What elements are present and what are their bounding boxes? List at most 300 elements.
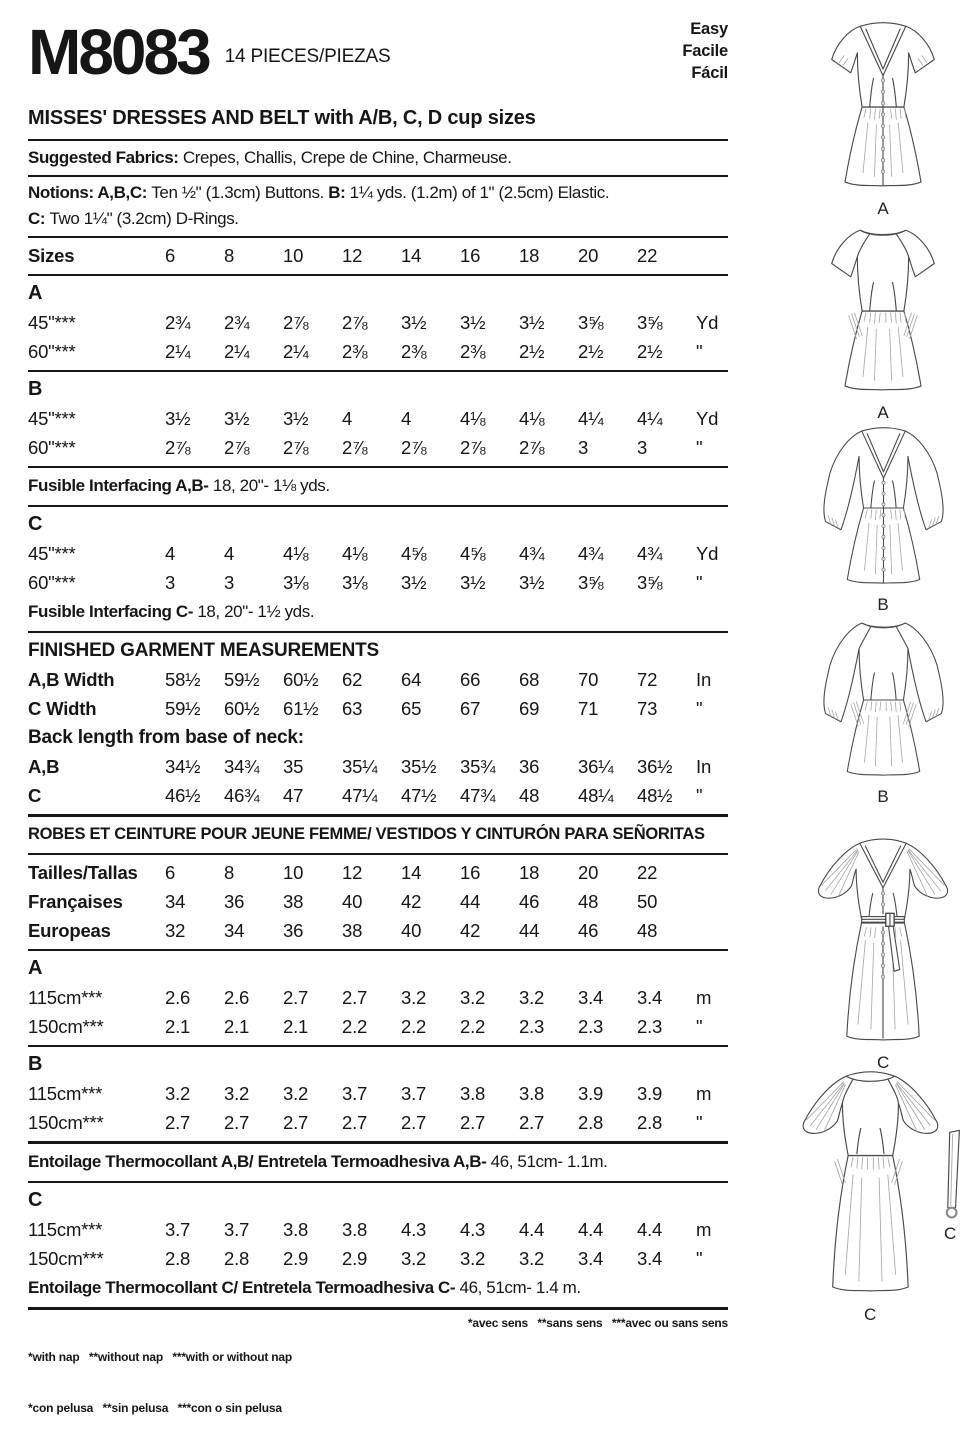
- cell-value: 70: [578, 669, 599, 690]
- unit-label: ": [696, 1248, 703, 1269]
- row-label: 45"***: [28, 543, 76, 564]
- cell-value: 46: [578, 920, 599, 941]
- cell-value: 4.4: [578, 1219, 604, 1240]
- table-heading: FINISHED GARMENT MEASUREMENTS: [28, 640, 379, 661]
- cell-value: 3.9: [637, 1083, 663, 1104]
- cell-value: 44: [460, 891, 481, 912]
- cell-value: 18: [519, 862, 540, 883]
- figure-label: B: [877, 787, 889, 806]
- cell-value: 58½: [165, 669, 201, 690]
- cell-value: 4⅛: [519, 408, 545, 429]
- belt-label: C: [943, 1224, 957, 1243]
- cell-value: 38: [342, 920, 363, 941]
- row-label: 150cm***: [28, 1112, 104, 1133]
- cell-value: 8: [224, 245, 235, 266]
- footnote-french: *avec sens **sans sens ***avec ou sans sens: [467, 1315, 728, 1330]
- suggested-fabrics-label: Suggested Fabrics:: [28, 148, 183, 167]
- cell-value: 22: [637, 862, 658, 883]
- suggested-fabrics-text: Crepes, Challis, Crepe de Chine, Charmeuse.: [182, 148, 512, 167]
- cell-value: 16: [460, 862, 481, 883]
- cell-value: 60½: [283, 669, 319, 690]
- divider: [28, 139, 728, 141]
- cell-value: 50: [637, 891, 658, 912]
- dress-a-front-illustration: [807, 16, 959, 198]
- cell-value: 2¼: [165, 341, 191, 362]
- dress-b-back-illustration: [806, 614, 961, 786]
- cell-value: 2.8: [165, 1248, 191, 1269]
- dress-b-front-illustration: [806, 422, 961, 594]
- row-label: C Width: [28, 698, 97, 719]
- divider: [28, 505, 728, 507]
- figure-dress-a-back: [792, 220, 974, 422]
- cell-value: 34¾: [224, 756, 260, 777]
- cell-value: 2⅞: [342, 437, 368, 458]
- cell-value: 35¼: [342, 756, 378, 777]
- table-heading: ROBES ET CEINTURE POUR JEUNE FEMME/ VESTIDOS Y CINTURÓN PARA SEÑORITAS: [28, 825, 705, 843]
- figure-dress-b-front: [792, 422, 974, 614]
- cell-value: 2.3: [519, 1016, 545, 1037]
- pattern-title: MISSES' DRESSES AND BELT with A/B, C, D cup sizes: [28, 107, 536, 129]
- figure-label: A: [877, 199, 889, 218]
- cell-value: 35½: [401, 756, 437, 777]
- row-label: 60"***: [28, 437, 76, 458]
- difficulty-en: Easy: [690, 20, 728, 38]
- cell-value: 4⅝: [460, 543, 486, 564]
- cell-value: 2⅞: [224, 437, 250, 458]
- cell-value: 12: [342, 245, 363, 266]
- table-row: [28, 308, 728, 337]
- cell-value: 2.9: [342, 1248, 368, 1269]
- cell-value: 20: [578, 245, 599, 266]
- row-label: A,B: [28, 756, 60, 777]
- view-section-label: A: [28, 282, 43, 304]
- cell-value: 42: [401, 891, 422, 912]
- unit-label: ": [696, 437, 703, 458]
- cell-value: 4¾: [637, 543, 663, 564]
- cell-value: 4¾: [519, 543, 545, 564]
- unit-label: m: [696, 1083, 712, 1104]
- cell-value: 2½: [578, 341, 604, 362]
- cell-value: 4.4: [519, 1219, 545, 1240]
- unit-label: ": [696, 341, 703, 362]
- footnotes-left: [28, 1315, 292, 1451]
- cell-value: 2.7: [165, 1112, 191, 1133]
- cell-value: 35¾: [460, 756, 496, 777]
- divider: [28, 175, 728, 177]
- row-label: 45"***: [28, 408, 76, 429]
- footnotes: [28, 1315, 728, 1451]
- row-label: 60"***: [28, 341, 76, 362]
- cell-value: 3.8: [283, 1219, 309, 1240]
- cell-value: 16: [460, 245, 481, 266]
- cell-value: 2.1: [224, 1016, 250, 1037]
- cell-value: 4.3: [401, 1219, 427, 1240]
- cell-value: 47: [283, 785, 304, 806]
- cell-value: 3.7: [165, 1219, 191, 1240]
- cell-value: 3.9: [578, 1083, 604, 1104]
- cell-value: 6: [165, 862, 176, 883]
- view-section-label: C: [28, 1189, 43, 1211]
- cell-value: 3.7: [401, 1083, 427, 1104]
- cell-value: 3.8: [460, 1083, 486, 1104]
- cell-value: 3: [637, 437, 648, 458]
- figure-label: C: [876, 1053, 890, 1072]
- table-row: [28, 1079, 728, 1108]
- row-label: Sizes: [28, 245, 75, 266]
- cell-value: 2⅞: [283, 437, 309, 458]
- unit-label: [696, 916, 728, 945]
- size-header-row: [28, 241, 728, 270]
- cell-value: 2¾: [165, 312, 191, 333]
- cell-value: 3: [578, 437, 589, 458]
- unit-label: ": [696, 1112, 703, 1133]
- cell-value: 48: [578, 891, 599, 912]
- cell-value: 3.2: [165, 1083, 191, 1104]
- divider: [28, 236, 728, 238]
- notions: [28, 180, 728, 232]
- cell-value: 47¼: [342, 785, 378, 806]
- cell-value: 3½: [165, 408, 191, 429]
- table-row: [28, 916, 728, 945]
- cell-value: 4¼: [637, 408, 663, 429]
- cell-value: 3½: [460, 572, 486, 593]
- cell-value: 3.2: [401, 987, 427, 1008]
- pattern-number: M8083: [28, 16, 209, 88]
- cell-value: 4: [401, 408, 412, 429]
- table-row: [28, 665, 728, 694]
- divider: [28, 853, 728, 855]
- cell-value: 4.4: [637, 1219, 663, 1240]
- cell-value: 36: [224, 891, 245, 912]
- cell-value: 2.7: [224, 1112, 250, 1133]
- cell-value: 46¾: [224, 785, 260, 806]
- cell-value: 2.7: [460, 1112, 486, 1133]
- cell-value: 3.2: [519, 1248, 545, 1269]
- cell-value: 2⅞: [519, 437, 545, 458]
- pattern-info-panel: [28, 0, 728, 1451]
- row-label: Europeas: [28, 920, 111, 941]
- cell-value: 2.8: [224, 1248, 250, 1269]
- cell-value: 2½: [637, 341, 663, 362]
- cell-value: 2.6: [224, 987, 250, 1008]
- unit-label: Yd: [696, 543, 719, 564]
- cell-value: 68: [519, 669, 540, 690]
- view-section-label: B: [28, 1053, 43, 1075]
- table-row: [28, 1108, 728, 1137]
- difficulty-fr: Facile: [682, 42, 728, 60]
- cell-value: 65: [401, 698, 422, 719]
- cell-value: 3⅝: [578, 572, 604, 593]
- unit-label: Yd: [696, 408, 719, 429]
- cell-value: 4⅛: [283, 543, 309, 564]
- cell-value: 34: [224, 920, 245, 941]
- footnote-english: *with nap **without nap ***with or without nap: [28, 1349, 292, 1364]
- cell-value: 2.2: [460, 1016, 486, 1037]
- cell-value: 3½: [401, 572, 427, 593]
- unit-label: [696, 887, 728, 916]
- cell-value: 4⅛: [342, 543, 368, 564]
- cell-value: 48½: [637, 785, 673, 806]
- pieces-count: 14 PIECES/PIEZAS: [224, 46, 391, 67]
- cell-value: 69: [519, 698, 540, 719]
- cell-value: 32: [165, 920, 186, 941]
- unit-label: ": [696, 572, 703, 593]
- cell-value: 4.3: [460, 1219, 486, 1240]
- divider: [28, 274, 728, 276]
- cell-value: 3⅛: [283, 572, 309, 593]
- row-label: C: [28, 785, 42, 806]
- cell-value: 14: [401, 862, 422, 883]
- divider: [28, 466, 728, 468]
- divider: [28, 1141, 728, 1144]
- garment-illustrations: [792, 0, 974, 1353]
- cell-value: 12: [342, 862, 363, 883]
- cell-value: 2.3: [578, 1016, 604, 1037]
- cell-value: 3.2: [224, 1083, 250, 1104]
- cell-value: 42: [460, 920, 481, 941]
- cell-value: 10: [283, 862, 304, 883]
- cell-value: 3.2: [519, 987, 545, 1008]
- cell-value: 3: [224, 572, 235, 593]
- cell-value: 2⅞: [401, 437, 427, 458]
- cell-value: 2¼: [224, 341, 250, 362]
- cell-value: 3.2: [283, 1083, 309, 1104]
- cell-value: 66: [460, 669, 481, 690]
- cell-value: 4⅛: [460, 408, 486, 429]
- cell-value: 3½: [519, 572, 545, 593]
- row-label: Tailles/Tallas: [28, 862, 138, 883]
- cell-value: 36½: [637, 756, 673, 777]
- interfacing-note: Fusible Interfacing A,B- 18, 20"- 1⅛ yds.: [28, 476, 330, 495]
- cell-value: 3⅝: [578, 312, 604, 333]
- cell-value: 2⅜: [460, 341, 486, 362]
- table-row: [28, 887, 728, 916]
- cell-value: 46: [519, 891, 540, 912]
- cell-value: 20: [578, 862, 599, 883]
- cell-value: 71: [578, 698, 599, 719]
- interfacing-note: Entoilage Thermocollant A,B/ Entretela Termoadhesiva A,B- 46, 51cm- 1.1m.: [28, 1152, 608, 1171]
- table-row: [28, 337, 728, 366]
- cell-value: 2.7: [342, 987, 368, 1008]
- header: [28, 12, 728, 100]
- divider: [28, 370, 728, 372]
- unit-label: ": [696, 1016, 703, 1037]
- cell-value: 62: [342, 669, 363, 690]
- cell-value: 3.7: [342, 1083, 368, 1104]
- interfacing-note: Entoilage Thermocollant C/ Entretela Termoadhesiva C- 46, 51cm- 1.4 m.: [28, 1278, 581, 1297]
- cell-value: 2⅞: [342, 312, 368, 333]
- row-label: Françaises: [28, 891, 123, 912]
- table-row: [28, 1012, 728, 1041]
- cell-value: 2.9: [283, 1248, 309, 1269]
- cell-value: 2.7: [283, 987, 309, 1008]
- cell-value: 4: [224, 543, 235, 564]
- cell-value: 14: [401, 245, 422, 266]
- cell-value: 48¼: [578, 785, 614, 806]
- cell-value: 36¼: [578, 756, 614, 777]
- table-row: [28, 433, 728, 462]
- view-section-label: A: [28, 957, 43, 979]
- table-row: [28, 694, 728, 723]
- yardage-table: [28, 241, 728, 1310]
- cell-value: 4¼: [578, 408, 604, 429]
- divider: [28, 1045, 728, 1047]
- table-row: [28, 539, 728, 568]
- row-label: 45"***: [28, 312, 76, 333]
- cell-value: 59½: [165, 698, 201, 719]
- cell-value: 34½: [165, 756, 201, 777]
- cell-value: 3½: [460, 312, 486, 333]
- figure-label: A: [877, 403, 889, 422]
- cell-value: 67: [460, 698, 481, 719]
- cell-value: 2⅞: [283, 312, 309, 333]
- row-label: 115cm***: [28, 1083, 103, 1104]
- table-row: [28, 752, 728, 781]
- cell-value: 3.7: [224, 1219, 250, 1240]
- cell-value: 2.7: [342, 1112, 368, 1133]
- cell-value: 2.8: [578, 1112, 604, 1133]
- cell-value: 3.8: [342, 1219, 368, 1240]
- cell-value: 2.6: [165, 987, 191, 1008]
- cell-value: 2.7: [283, 1112, 309, 1133]
- cell-value: 63: [342, 698, 363, 719]
- divider: [28, 1307, 728, 1310]
- figure-label: B: [877, 595, 889, 614]
- table-row: [28, 858, 728, 887]
- cell-value: 36: [283, 920, 304, 941]
- cell-value: 3.2: [460, 987, 486, 1008]
- cell-value: 8: [224, 862, 235, 883]
- cell-value: 3.4: [578, 987, 604, 1008]
- unit-label: [696, 241, 728, 270]
- cell-value: 2.1: [165, 1016, 191, 1037]
- divider: [28, 949, 728, 951]
- view-section-label: B: [28, 378, 43, 400]
- footnote-spanish: *con pelusa **sin pelusa ***con o sin pelusa: [28, 1400, 282, 1415]
- unit-label: Yd: [696, 312, 719, 333]
- cell-value: 3½: [519, 312, 545, 333]
- divider: [28, 1181, 728, 1183]
- cell-value: 22: [637, 245, 658, 266]
- cell-value: 10: [283, 245, 304, 266]
- cell-value: 2.7: [401, 1112, 427, 1133]
- notions-line: C: Two 1¼" (3.2cm) D-Rings.: [28, 209, 239, 228]
- interfacing-note: Fusible Interfacing C- 18, 20"- 1½ yds.: [28, 602, 315, 621]
- cell-value: 40: [342, 891, 363, 912]
- figure-dress-a-front: [792, 16, 974, 218]
- divider: [28, 631, 728, 633]
- unit-label: m: [696, 987, 712, 1008]
- cell-value: 3⅝: [637, 312, 663, 333]
- table-row: [28, 781, 728, 810]
- cell-value: 2.2: [401, 1016, 427, 1037]
- unit-label: m: [696, 1219, 712, 1240]
- cell-value: 47½: [401, 785, 437, 806]
- dress-a-back-illustration: [807, 220, 959, 402]
- figure-dress-c-front: [792, 834, 974, 1072]
- figure-label: C: [863, 1305, 877, 1324]
- figure-dress-c-back: [792, 1066, 974, 1324]
- row-label: A,B Width: [28, 669, 115, 690]
- table-row: [28, 1215, 728, 1244]
- difficulty-es: Fácil: [691, 64, 728, 82]
- cell-value: 73: [637, 698, 658, 719]
- cell-value: 2¾: [224, 312, 250, 333]
- row-label: 60"***: [28, 572, 76, 593]
- row-label: 150cm***: [28, 1016, 104, 1037]
- cell-value: 61½: [283, 698, 319, 719]
- cell-value: 18: [519, 245, 540, 266]
- figure-dress-b-back: [792, 614, 974, 806]
- table-row: [28, 1244, 728, 1273]
- cell-value: 3½: [283, 408, 309, 429]
- cell-value: 59½: [224, 669, 260, 690]
- cell-value: 3.2: [401, 1248, 427, 1269]
- table-row: [28, 568, 728, 597]
- row-label: 115cm***: [28, 987, 103, 1008]
- cell-value: 6: [165, 245, 176, 266]
- cell-value: 3½: [224, 408, 250, 429]
- cell-value: 2.1: [283, 1016, 309, 1037]
- cell-value: 46½: [165, 785, 201, 806]
- row-label: 150cm***: [28, 1248, 104, 1269]
- unit-label: ": [696, 698, 703, 719]
- cell-value: 48: [519, 785, 540, 806]
- cell-value: 2½: [519, 341, 545, 362]
- cell-value: 2.2: [342, 1016, 368, 1037]
- cell-value: 4⅝: [401, 543, 427, 564]
- cell-value: 3: [165, 572, 176, 593]
- table-heading: Back length from base of neck:: [28, 727, 304, 748]
- unit-label: In: [696, 669, 712, 690]
- suggested-fabrics: [28, 144, 728, 171]
- cell-value: 2¼: [283, 341, 309, 362]
- cell-value: 34: [165, 891, 186, 912]
- unit-label: In: [696, 756, 712, 777]
- cell-value: 38: [283, 891, 304, 912]
- cell-value: 2⅜: [401, 341, 427, 362]
- cell-value: 40: [401, 920, 422, 941]
- cell-value: 3⅛: [342, 572, 368, 593]
- cell-value: 3.4: [637, 987, 663, 1008]
- cell-value: 2.8: [637, 1112, 663, 1133]
- cell-value: 44: [519, 920, 540, 941]
- cell-value: 48: [637, 920, 658, 941]
- cell-value: 60½: [224, 698, 260, 719]
- cell-value: 2⅜: [342, 341, 368, 362]
- cell-value: 47¾: [460, 785, 496, 806]
- cell-value: 4¾: [578, 543, 604, 564]
- cell-value: 35: [283, 756, 304, 777]
- cell-value: 2⅞: [460, 437, 486, 458]
- notions-line: Notions: A,B,C: Ten ½" (1.3cm) Buttons. B: 1¼ yds. (1.2m) of 1" (2.5cm) Elastic.: [28, 183, 610, 202]
- dress-c-front-illustration: [802, 834, 964, 1052]
- cell-value: 64: [401, 669, 422, 690]
- view-section-label: C: [28, 513, 43, 535]
- row-label: 115cm***: [28, 1219, 103, 1240]
- cell-value: 3.8: [519, 1083, 545, 1104]
- cell-value: 2.3: [637, 1016, 663, 1037]
- cell-value: 3½: [401, 312, 427, 333]
- cell-value: 4: [165, 543, 176, 564]
- table-row: [28, 404, 728, 433]
- cell-value: 3⅝: [637, 572, 663, 593]
- dress-c-back-illustration: [795, 1066, 971, 1304]
- cell-value: 36: [519, 756, 540, 777]
- difficulty-labels: [682, 18, 728, 84]
- table-row: [28, 983, 728, 1012]
- unit-label: ": [696, 785, 703, 806]
